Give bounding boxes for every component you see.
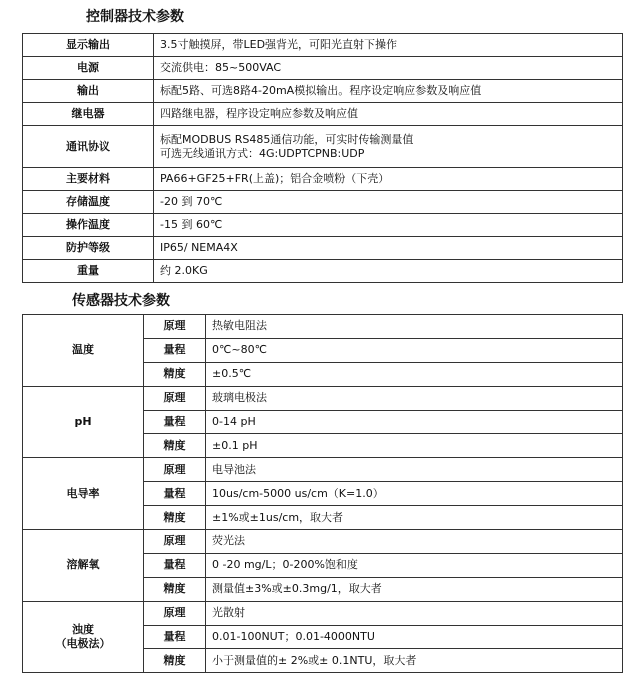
sensor-param-value: 小于测量值的± 2%或± 0.1NTU，取大者 (206, 649, 623, 673)
table-row (23, 168, 623, 191)
sensor-spec-table (22, 314, 623, 673)
sensor-param-value: 0℃~80℃ (206, 338, 623, 362)
spec-value-line: 标配MODBUS RS485通信功能，可实时传输测量值 (160, 132, 414, 146)
spec-value: IP65/ NEMA4X (154, 237, 623, 260)
spec-value: 交流供电：85~500VAC (154, 57, 623, 80)
controller-spec-table (22, 33, 623, 283)
table-row (23, 601, 623, 625)
sensor-param-label: 量程 (144, 410, 206, 434)
spec-label: 继电器 (23, 103, 154, 126)
controller-title: 控制器技术参数 (86, 9, 184, 25)
sensor-param-value: 荧光法 (206, 530, 623, 554)
sensor-title: 传感器技术参数 (72, 293, 170, 309)
sensor-param-label: 精度 (144, 434, 206, 458)
sensor-param-value: 电导池法 (206, 458, 623, 482)
spec-value: -15 到 60℃ (154, 214, 623, 237)
sensor-param-label: 原理 (144, 530, 206, 554)
sensor-param-label: 精度 (144, 577, 206, 601)
sensor-param-label: 原理 (144, 458, 206, 482)
sensor-param-label: 精度 (144, 649, 206, 673)
sensor-param-value: ±0.5℃ (206, 362, 623, 386)
sensor-param-value: 10us/cm-5000 us/cm（K=1.0） (206, 482, 623, 506)
spec-label: 通讯协议 (23, 126, 154, 168)
spec-label: 重量 (23, 260, 154, 283)
spec-label: 显示输出 (23, 34, 154, 57)
spec-label: 防护等级 (23, 237, 154, 260)
spec-label: 存储温度 (23, 191, 154, 214)
sensor-param-value: ±1%或±1us/cm，取大者 (206, 506, 623, 530)
sensor-param-value: 玻璃电极法 (206, 386, 623, 410)
table-row (23, 103, 623, 126)
sensor-param-value: 0 -20 mg/L；0-200%饱和度 (206, 553, 623, 577)
spec-label: 主要材料 (23, 168, 154, 191)
sensor-param-label: 精度 (144, 362, 206, 386)
table-row (23, 386, 623, 410)
sensor-param-label: 原理 (144, 315, 206, 339)
table-row (23, 260, 623, 283)
spec-label: 电源 (23, 57, 154, 80)
table-row (23, 530, 623, 554)
sensor-group-name: 温度 (23, 315, 144, 387)
table-row (23, 214, 623, 237)
sensor-param-value: 0-14 pH (206, 410, 623, 434)
table-row (23, 315, 623, 339)
sensor-group-name-line: 浊度 (72, 623, 94, 637)
spec-value: PA66+GF25+FR(上盖)；铝合金喷粉（下壳） (154, 168, 623, 191)
table-row (23, 34, 623, 57)
table-row (23, 191, 623, 214)
sensor-param-label: 量程 (144, 482, 206, 506)
sensor-param-value: 0.01-100NUT；0.01-4000NTU (206, 625, 623, 649)
spec-value-line: 可选无线通讯方式：4G:UDPTCPNB:UDP (160, 146, 365, 160)
table-row (23, 80, 623, 103)
sensor-param-value: 热敏电阻法 (206, 315, 623, 339)
sensor-group-name: pH (23, 386, 144, 458)
table-row (23, 57, 623, 80)
sensor-param-label: 原理 (144, 386, 206, 410)
table-row (23, 237, 623, 260)
spec-label: 操作温度 (23, 214, 154, 237)
sensor-param-label: 精度 (144, 506, 206, 530)
sensor-group-name-line: （电极法） (55, 637, 111, 651)
spec-value: -20 到 70℃ (154, 191, 623, 214)
sensor-param-label: 量程 (144, 338, 206, 362)
sensor-group-name (23, 601, 144, 673)
spec-value: 约 2.0KG (154, 260, 623, 283)
sensor-param-value: ±0.1 pH (206, 434, 623, 458)
table-row (23, 458, 623, 482)
spec-value: 3.5寸触摸屏，带LED强背光，可阳光直射下操作 (154, 34, 623, 57)
spec-label: 输出 (23, 80, 154, 103)
sensor-group-name: 溶解氧 (23, 530, 144, 602)
spec-value (154, 126, 623, 168)
spec-value: 标配5路、可选8路4-20mA模拟输出。程序设定响应参数及响应值 (154, 80, 623, 103)
spec-value: 四路继电器，程序设定响应参数及响应值 (154, 103, 623, 126)
sensor-group-name: 电导率 (23, 458, 144, 530)
table-row (23, 126, 623, 168)
sensor-param-value: 光散射 (206, 601, 623, 625)
sensor-param-label: 量程 (144, 553, 206, 577)
sensor-param-value: 测量值±3%或±0.3mg/1，取大者 (206, 577, 623, 601)
sensor-param-label: 量程 (144, 625, 206, 649)
sensor-param-label: 原理 (144, 601, 206, 625)
